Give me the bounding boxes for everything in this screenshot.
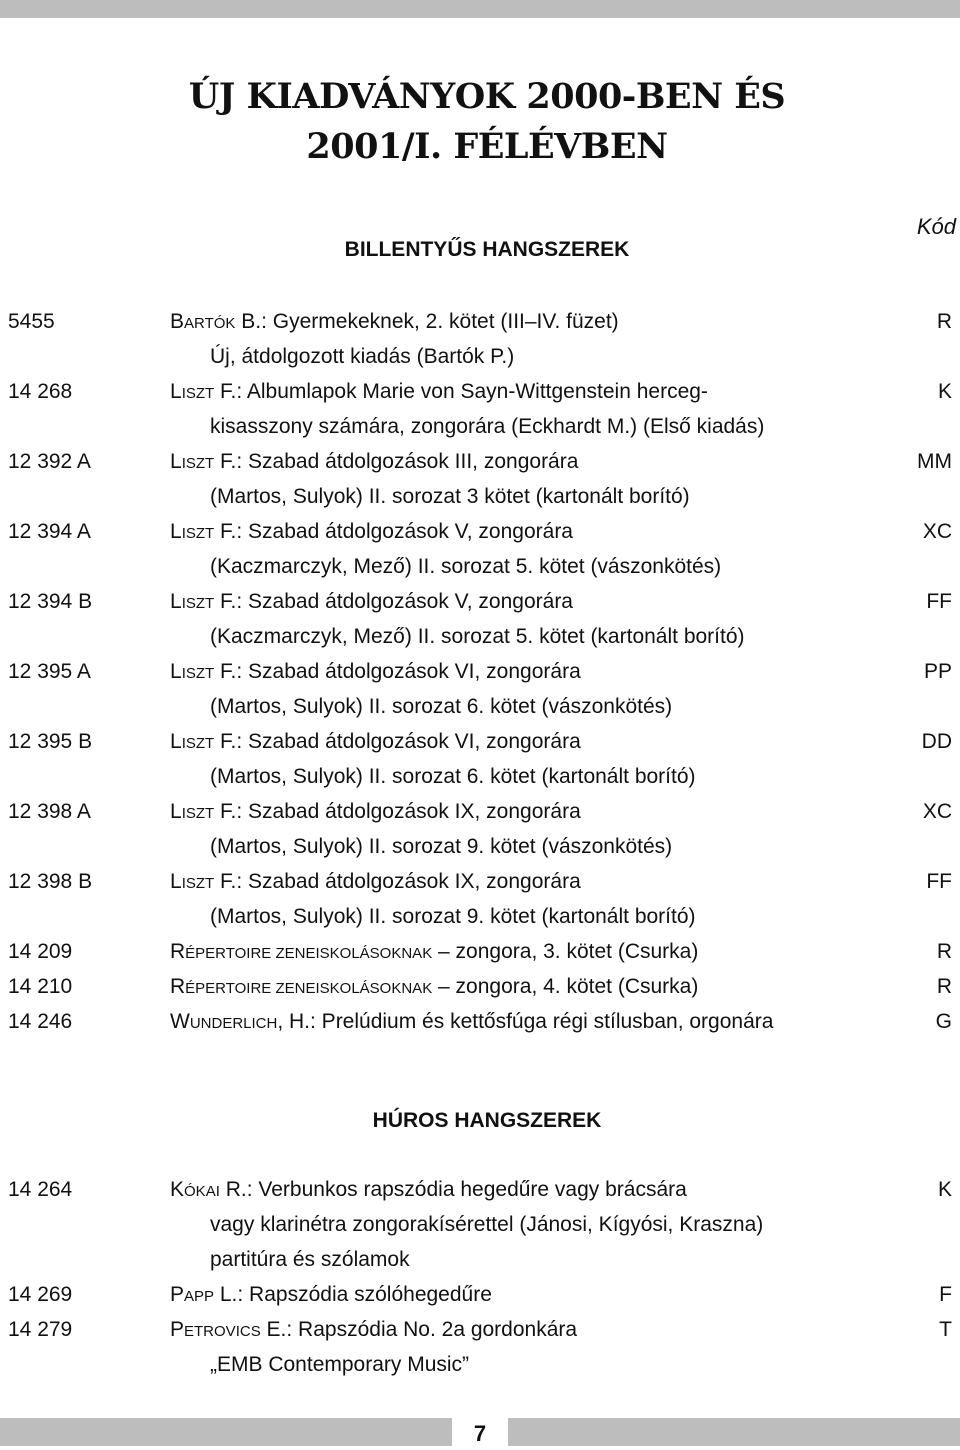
product-code: G — [935, 1010, 952, 1033]
line-text: – zongora, 3. kötet (Csurka) — [432, 940, 699, 963]
catalog-entry — [0, 374, 960, 444]
author-suffix: E. — [260, 1318, 287, 1341]
line-text: kisasszony számára, zongorára (Eckhardt M.) (Első kiadás) — [210, 415, 765, 438]
catalog-entry — [0, 969, 960, 1004]
catalog-number: 12 398 B — [8, 870, 93, 893]
author-suffix: F. — [214, 450, 237, 473]
entry-description — [170, 654, 672, 724]
description-line — [170, 654, 672, 689]
description-line — [170, 444, 690, 479]
product-code: XC — [922, 520, 952, 543]
line-text: : Gyermekeknek, 2. kötet (III–IV. füzet) — [261, 310, 619, 333]
product-code: K — [937, 380, 952, 403]
line-text: : Szabad átdolgozások VI, zongorára — [236, 660, 581, 683]
author-suffix: R. — [219, 1178, 247, 1201]
catalog-entry — [0, 794, 960, 864]
author-name-smallcaps: ISZT — [181, 805, 215, 822]
line-text: : Szabad átdolgozások V, zongorára — [236, 520, 573, 543]
author-initial: L — [170, 870, 182, 893]
author-initial: P — [170, 1283, 185, 1306]
author-name-smallcaps: ISZT — [181, 455, 215, 472]
line-text: : Szabad átdolgozások IX, zongorára — [236, 800, 581, 823]
author-initial: P — [170, 1318, 185, 1341]
author-initial: K — [170, 1178, 185, 1201]
author-initial: W — [170, 1010, 190, 1033]
description-line — [170, 724, 696, 759]
catalog-number: 14 268 — [8, 380, 73, 403]
author-initial: L — [170, 380, 182, 403]
product-code: R — [936, 975, 952, 998]
catalog-entry — [0, 1277, 960, 1312]
entry-description — [170, 794, 672, 864]
author-name-smallcaps: ÉPERTOIRE ZENEISKOLÁSOKNAK — [185, 980, 433, 997]
author-name-smallcaps: APP — [184, 1288, 215, 1305]
catalog-entry — [0, 1172, 960, 1277]
description-line — [170, 1207, 763, 1242]
entry-description — [170, 724, 696, 794]
product-code: F — [939, 1283, 952, 1306]
catalog-number: 14 210 — [8, 975, 73, 998]
description-line — [170, 1347, 577, 1382]
author-initial: L — [170, 590, 182, 613]
entry-description — [170, 514, 721, 584]
catalog-number: 12 398 A — [8, 800, 91, 823]
line-text: vagy klarinétra zongorakísérettel (Jánosi, Kígyósi, Kraszna) — [210, 1213, 764, 1236]
catalog-entry — [0, 724, 960, 794]
catalog-number: 12 394 A — [8, 520, 91, 543]
description-line — [170, 409, 764, 444]
author-name-smallcaps: ÉPERTOIRE ZENEISKOLÁSOKNAK — [185, 945, 433, 962]
entry-description — [170, 934, 698, 969]
line-text: : Rapszódia No. 2a gordonkára — [286, 1318, 578, 1341]
author-initial: R — [170, 975, 186, 998]
author-name-smallcaps: ISZT — [181, 385, 215, 402]
catalog-entry — [0, 1312, 960, 1382]
product-code: FF — [926, 590, 952, 613]
line-text: : Prelúdium és kettősfúga régi stílusban, orgonára — [310, 1010, 774, 1033]
author-suffix: L. — [214, 1283, 238, 1306]
product-code: R — [936, 310, 952, 333]
line-text: (Martos, Sulyok) II. sorozat 6. kötet (vászonkötés) — [210, 695, 673, 718]
author-suffix: F. — [214, 520, 237, 543]
catalog-entry — [0, 934, 960, 969]
line-text: (Kaczmarczyk, Mező) II. sorozat 5. kötet (kartonált borító) — [210, 625, 745, 648]
author-name-smallcaps: ISZT — [181, 525, 215, 542]
line-text: : Verbunkos rapszódia hegedűre vagy brácsára — [246, 1178, 687, 1201]
author-initial: L — [170, 450, 182, 473]
line-text: partitúra és szólamok — [210, 1248, 410, 1271]
description-line — [170, 1312, 577, 1347]
description-line — [170, 339, 619, 374]
line-text: : Szabad átdolgozások IX, zongorára — [236, 870, 581, 893]
entry-description — [170, 444, 690, 514]
description-line — [170, 1172, 763, 1207]
description-line — [170, 514, 721, 549]
author-suffix: F. — [214, 660, 237, 683]
description-line — [170, 969, 698, 1004]
author-name-smallcaps: UNDERLICH — [189, 1015, 278, 1032]
line-text: : Szabad átdolgozások VI, zongorára — [236, 730, 581, 753]
author-initial: L — [170, 730, 182, 753]
catalog-number: 12 392 A — [8, 450, 91, 473]
description-line — [170, 899, 696, 934]
line-text: : Szabad átdolgozások III, zongorára — [236, 450, 579, 473]
author-name-smallcaps: ISZT — [181, 875, 215, 892]
author-name-smallcaps: ISZT — [181, 735, 215, 752]
line-text: „EMB Contemporary Music” — [210, 1353, 470, 1376]
author-suffix: F. — [214, 590, 237, 613]
catalog-entry — [0, 444, 960, 514]
catalog-entry — [0, 304, 960, 374]
author-suffix: , H. — [277, 1010, 311, 1033]
description-line — [170, 829, 672, 864]
entry-description — [170, 969, 698, 1004]
product-code: PP — [923, 660, 952, 683]
description-line — [170, 794, 672, 829]
author-name-smallcaps: ÓKAI — [184, 1183, 220, 1200]
catalog-number: 14 209 — [8, 940, 73, 963]
line-text: (Martos, Sulyok) II. sorozat 6. kötet (kartonált borító) — [210, 765, 696, 788]
product-code: MM — [917, 450, 952, 473]
catalog-entry — [0, 514, 960, 584]
author-name-smallcaps: ETROVICS — [184, 1323, 261, 1340]
page-title — [0, 72, 960, 172]
author-initial: L — [170, 520, 182, 543]
product-code: R — [936, 940, 952, 963]
line-text: (Martos, Sulyok) II. sorozat 3 kötet (kartonált borító) — [210, 485, 690, 508]
entry-list — [0, 1172, 960, 1382]
catalog-number: 12 394 B — [8, 590, 93, 613]
description-line — [170, 934, 698, 969]
line-text: : Szabad átdolgozások V, zongorára — [236, 590, 573, 613]
product-code: XC — [922, 800, 952, 823]
catalog-number: 14 264 — [8, 1178, 73, 1201]
code-column-header: Kód — [916, 214, 956, 239]
author-initial: L — [170, 660, 182, 683]
description-line — [170, 759, 696, 794]
section-heading-keyboard: BILLENTYŰS HANGSZEREK — [344, 238, 630, 261]
description-line — [170, 584, 745, 619]
description-line — [170, 479, 690, 514]
line-text: : Rapszódia szólóhegedűre — [237, 1283, 492, 1306]
author-initial: B — [170, 310, 185, 333]
entry-description — [170, 584, 745, 654]
catalog-number: 14 246 — [8, 1010, 73, 1033]
line-text: (Martos, Sulyok) II. sorozat 9. kötet (kartonált borító) — [210, 905, 696, 928]
catalog-number: 14 269 — [8, 1283, 73, 1306]
author-initial: L — [170, 800, 182, 823]
description-line — [170, 864, 696, 899]
author-suffix: F. — [214, 380, 237, 403]
product-code: FF — [926, 870, 952, 893]
catalog-entry — [0, 1004, 960, 1039]
entry-description — [170, 304, 619, 374]
title-line-1: ÚJ KIADVÁNYOK 2000-BEN ÉS — [188, 76, 786, 117]
description-line — [170, 1277, 492, 1312]
product-code: DD — [921, 730, 952, 753]
description-line — [170, 619, 745, 654]
description-line — [170, 1004, 773, 1039]
catalog-number: 12 395 B — [8, 730, 93, 753]
catalog-entry — [0, 654, 960, 724]
entry-description — [170, 864, 696, 934]
author-suffix: F. — [214, 870, 237, 893]
line-text: (Kaczmarczyk, Mező) II. sorozat 5. kötet (vászonkötés) — [210, 555, 722, 578]
description-line — [170, 304, 619, 339]
entry-description — [170, 1172, 763, 1277]
catalog-number: 5455 — [8, 310, 55, 333]
author-name-smallcaps: ARTÓK — [184, 315, 236, 332]
product-code: K — [937, 1178, 952, 1201]
top-band — [0, 0, 960, 18]
title-line-2: 2001/I. FÉLÉVBEN — [306, 126, 668, 167]
author-suffix: F. — [214, 800, 237, 823]
entry-description — [170, 1277, 492, 1312]
entry-list — [0, 304, 960, 1039]
catalog-entry — [0, 584, 960, 654]
section-heading-strings: HÚROS HANGSZEREK — [372, 1109, 602, 1132]
line-text: (Martos, Sulyok) II. sorozat 9. kötet (vászonkötés) — [210, 835, 673, 858]
description-line — [170, 374, 764, 409]
catalog-entry — [0, 864, 960, 934]
entry-description — [170, 1004, 773, 1039]
catalog-number: 14 279 — [8, 1318, 73, 1341]
catalog-number: 12 395 A — [8, 660, 91, 683]
line-text: : Albumlapok Marie von Sayn-Wittgenstein herceg- — [236, 380, 708, 403]
page-number: 7 — [452, 1418, 508, 1446]
entry-description — [170, 1312, 577, 1382]
description-line — [170, 1242, 763, 1277]
entry-description — [170, 374, 764, 444]
author-suffix: B. — [235, 310, 262, 333]
author-name-smallcaps: ISZT — [181, 595, 215, 612]
line-text: Új, átdolgozott kiadás (Bartók P.) — [210, 345, 515, 368]
description-line — [170, 689, 672, 724]
product-code: T — [939, 1318, 952, 1341]
author-initial: R — [170, 940, 186, 963]
author-name-smallcaps: ISZT — [181, 665, 215, 682]
description-line — [170, 549, 721, 584]
line-text: – zongora, 4. kötet (Csurka) — [432, 975, 699, 998]
author-suffix: F. — [214, 730, 237, 753]
